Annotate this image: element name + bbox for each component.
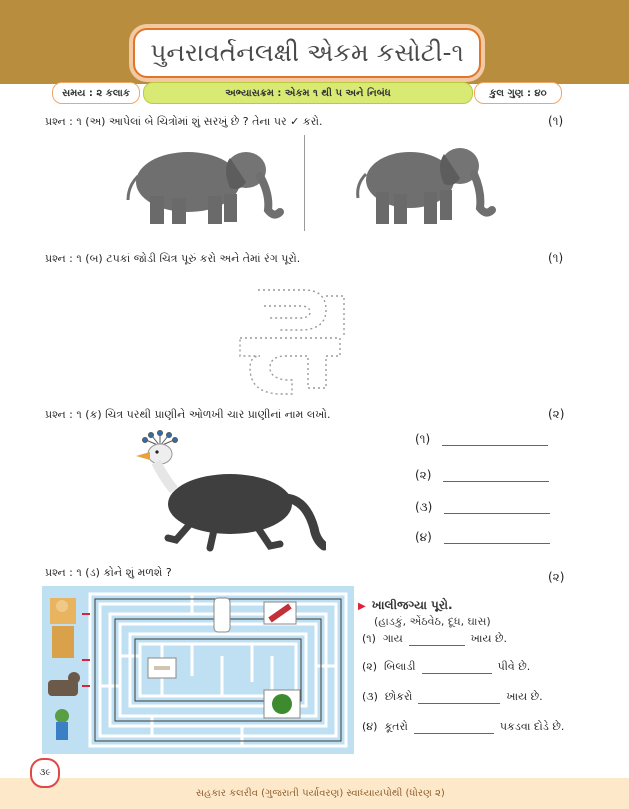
page-title: પુનરાવર્તનલક્ષી એકમ કસોટી-૧ (133, 28, 481, 78)
sentence-end: પીવે છે. (497, 660, 531, 673)
question-1d: પ્રશ્ન : ૧ (ડ) કોને શું મળશે ? (45, 566, 172, 579)
sentence-4 (362, 716, 564, 734)
sentence-subject: ગાય (382, 632, 403, 645)
maze-puzzle[interactable] (42, 586, 354, 754)
sentence-num: (૨) (362, 660, 378, 673)
name-blank-4[interactable] (415, 526, 555, 548)
name-blank-num: (૨) (415, 467, 432, 482)
fill-blanks-title-text: ખાલીજગ્યા પૂરો. (371, 598, 453, 612)
name-blank-num: (૧) (415, 431, 431, 446)
question-1a-marks: (૧) (548, 114, 564, 128)
question-1c: પ્રશ્ન : ૧ (ક) ચિત્ર પરથી પ્રાણીને ઓળખી ચાર પ્રાણીનાં નામ લખો. (45, 408, 331, 421)
answer-blank-2[interactable] (422, 661, 492, 674)
sentence-end: ખાય છે. (506, 690, 543, 703)
syllabus-label: અભ્યાસક્રમ : એકમ ૧ થી ૫ અને નિબંધ (143, 82, 473, 104)
name-blank-1[interactable] (415, 428, 555, 450)
sentence-num: (૪) (362, 720, 378, 733)
answer-blank-1[interactable] (409, 633, 465, 646)
sentence-num: (૧) (362, 632, 376, 645)
page-number: ૩૯ (30, 758, 60, 788)
name-blank-3[interactable] (415, 496, 555, 518)
question-1b: પ્રશ્ન : ૧ (બ) ટપકાં જોડી ચિત્ર પૂરું કરો અને તેમાં રંગ પૂરો. (45, 252, 301, 265)
sentence-end: પકડવા દોડે છે. (499, 720, 565, 733)
mixed-animal-image[interactable] (130, 428, 326, 554)
elephant-image-left[interactable] (118, 132, 284, 232)
sentence-subject: કૂતરો (384, 720, 408, 733)
name-blank-num: (૩) (415, 499, 433, 514)
sentence-1 (362, 628, 507, 646)
name-blank-num: (૪) (415, 529, 432, 544)
question-1a: પ્રશ્ન : ૧ (અ) આપેલાં બે ચિત્રોમાં શું સરખું છે ? તેના પર ✓ કરો. (45, 115, 323, 128)
sentence-2 (362, 656, 530, 674)
answer-blank-3[interactable] (418, 691, 500, 704)
answer-blank-4[interactable] (414, 721, 494, 734)
fill-blanks-title (358, 598, 453, 613)
image-divider (304, 135, 305, 231)
sentence-subject: છોકરો (384, 690, 413, 703)
sentence-end: ખાય છે. (470, 632, 507, 645)
sentence-subject: બિલાડી (384, 660, 416, 673)
question-1b-marks: (૧) (548, 251, 564, 265)
time-label: સમય : ૨ કલાક (52, 82, 140, 104)
sentence-num: (૩) (362, 690, 378, 703)
sentence-3 (362, 686, 543, 704)
question-1c-marks: (૨) (548, 407, 565, 421)
total-marks-label: કુલ ગુણ : ૪૦ (474, 82, 562, 104)
elephant-image-right[interactable] (348, 132, 496, 232)
question-1d-marks: (૨) (548, 570, 565, 584)
dotted-letter-drawing[interactable] (230, 276, 360, 396)
fill-blanks-hint: (હાડકું, એંઠવેઠ, દૂધ, ઘાસ) (374, 615, 491, 628)
triangle-bullet-icon: ▶ (358, 601, 366, 612)
footer-text: સહકાર કલરીવ (ગુજરાતી પર્યાવરણ) સ્વાધ્યાયપોથી (ધોરણ ૨) (196, 788, 445, 799)
name-blank-2[interactable] (415, 464, 555, 486)
info-bar (0, 80, 629, 104)
